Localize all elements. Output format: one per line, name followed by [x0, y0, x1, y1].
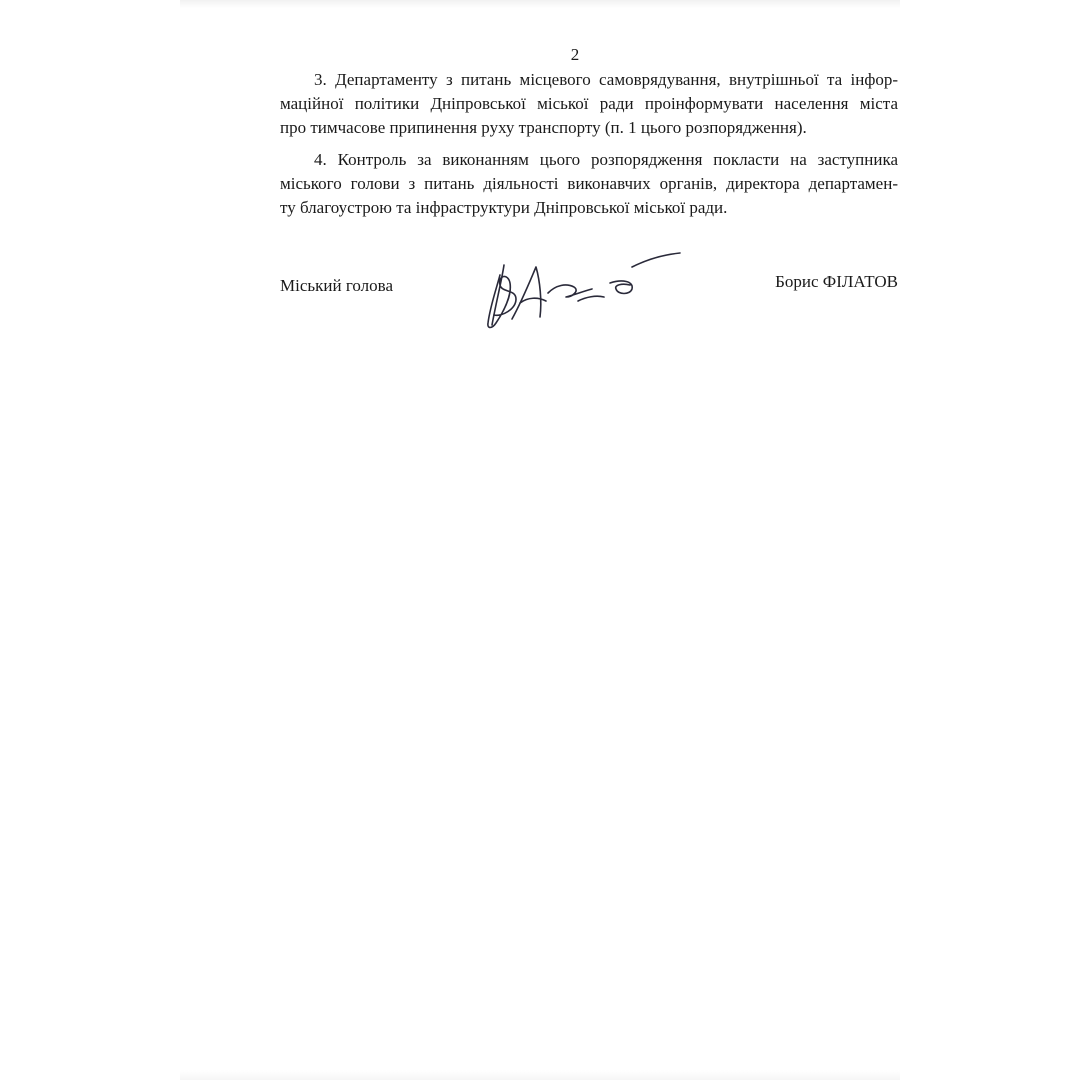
signer-name: Борис ФІЛАТОВ — [775, 272, 898, 291]
paragraph-3-line-3: про тимчасове припинення руху транспорту (п. 1 цього розпорядження). — [280, 118, 807, 137]
paragraph-3 — [280, 68, 898, 140]
page-number: 2 — [570, 45, 580, 64]
scan-edge-bottom — [180, 1070, 900, 1080]
paragraph-4 — [280, 148, 898, 220]
handwritten-signature — [482, 245, 692, 335]
paragraph-3-line-1: 3. Департаменту з питань місцевого самоврядування, внутрішньої та інфор- — [314, 70, 898, 89]
scan-edge-top — [180, 0, 900, 8]
paragraph-4-line-3: ту благоустрою та інфраструктури Дніпровської міської ради. — [280, 198, 728, 217]
paragraph-4-line-1: 4. Контроль за виконанням цього розпорядження покласти на заступника — [314, 150, 898, 169]
signer-position: Міський голова — [280, 276, 393, 295]
paragraph-4-line-2: міського голови з питань діяльності виконавчих органів, директора департамен- — [280, 174, 898, 193]
paragraph-3-line-2: маційної політики Дніпровської міської ради проінформувати населення міста — [280, 94, 898, 113]
